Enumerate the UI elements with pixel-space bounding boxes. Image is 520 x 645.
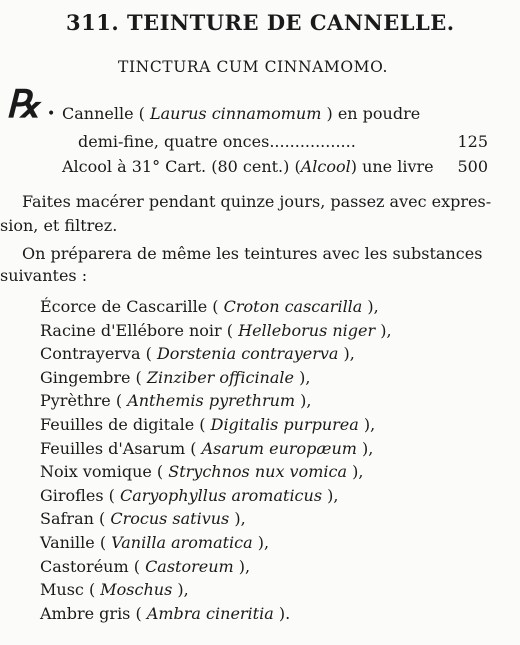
substance-item — [40, 533, 269, 552]
substance-item — [40, 391, 312, 410]
substance-name: Feuilles d'Asarum ( — [40, 438, 202, 458]
substance-latin: Dorstenia contrayerva — [156, 344, 339, 364]
substance-item — [40, 557, 250, 576]
substance-item — [40, 462, 363, 481]
ingredient-latin: Laurus cinnamomum — [149, 104, 322, 123]
substance-end: ), — [347, 462, 364, 482]
alcohol-end: ) une livre — [350, 157, 434, 176]
substance-item — [40, 580, 189, 599]
substance-name: Racine d'Ellébore noir ( — [40, 320, 239, 340]
substance-item — [40, 415, 375, 434]
substance-end: ), — [322, 485, 339, 505]
substance-name: Pyrèthre ( — [40, 391, 128, 411]
substance-latin: Moschus — [100, 580, 173, 600]
substance-name: Écorce de Cascarille ( — [40, 297, 224, 316]
substance-item — [40, 486, 338, 505]
substance-item — [40, 297, 379, 316]
substance-item — [40, 321, 392, 340]
ingredient-end: ) en poudre — [326, 104, 421, 123]
bullet-icon: • — [47, 106, 56, 122]
substance-end: ). — [273, 603, 291, 623]
latin-subtitle: TINCTURA CUM CINNAMOMO. — [118, 58, 389, 76]
alcohol-text: Alcool à 31° Cart. (80 cent.) ( — [62, 157, 301, 176]
substance-item — [40, 439, 373, 458]
substance-end: ), — [356, 438, 374, 458]
instruction-line-4: suivantes : — [0, 266, 88, 285]
substance-end: ), — [358, 415, 376, 434]
substance-latin: Strychnos nux vomica — [168, 462, 348, 482]
instruction-line-3: On préparera de même les teintures avec les substances — [22, 244, 483, 263]
substance-name: Feuilles de digitale ( — [40, 415, 211, 434]
substance-latin: Vanilla aromatica — [111, 533, 253, 552]
instruction-line-2: sion, et filtrez. — [0, 216, 118, 235]
substance-name: Girofles ( — [40, 485, 120, 505]
recipe-line-3 — [62, 157, 434, 176]
substance-item — [40, 604, 290, 623]
substance-name: Safran ( — [40, 509, 111, 529]
instruction-line-1: Faites macérer pendant quinze jours, passez avec expres- — [22, 192, 492, 211]
substance-name: Gingembre ( — [40, 367, 147, 387]
alcohol-latin: Alcool — [300, 157, 351, 176]
substance-name: Musc ( — [40, 580, 101, 600]
substance-item — [40, 368, 310, 387]
substance-name: Castoréum ( — [40, 556, 146, 576]
substance-latin: Castoreum — [145, 556, 234, 576]
substance-latin: Digitalis purpurea — [210, 415, 359, 434]
substance-end: ), — [362, 297, 379, 316]
substance-latin: Crocus sativus — [110, 509, 230, 529]
substance-end: ), — [172, 580, 189, 600]
substance-name: Vanille ( — [40, 533, 112, 552]
substance-name: Contrayerva ( — [40, 344, 157, 364]
substance-end: ), — [295, 391, 312, 411]
substance-end: ), — [233, 556, 251, 576]
recipe-quantity-2: 500 — [457, 157, 488, 176]
substance-item — [40, 509, 246, 528]
substance-item — [40, 344, 355, 363]
recipe-line-1 — [62, 104, 420, 123]
substance-latin: Caryophyllus aromaticus — [119, 485, 323, 505]
substance-latin: Ambra cineritia — [146, 603, 274, 623]
substance-end: ), — [375, 320, 392, 340]
substance-name: Noix vomique ( — [40, 462, 169, 482]
ingredient-name: Cannelle ( — [62, 104, 145, 123]
section-title: 311. TEINTURE DE CANNELLE. — [66, 10, 455, 35]
substance-latin: Croton cascarilla — [223, 297, 363, 316]
substance-latin: Asarum europæum — [201, 438, 357, 458]
substance-end: ), — [293, 367, 311, 387]
recipe-line-2: demi-fine, quatre onces................. — [78, 132, 356, 151]
recipe-quantity-1: 125 — [457, 132, 488, 151]
substance-end: ), — [252, 533, 270, 552]
substance-latin: Anthemis pyrethrum — [127, 391, 296, 411]
substance-end: ), — [338, 344, 355, 364]
substance-end: ), — [229, 509, 246, 529]
recipe-symbol: ℞ — [6, 84, 41, 126]
substance-latin: Helleborus niger — [238, 320, 376, 340]
substance-name: Ambre gris ( — [40, 603, 147, 623]
substance-latin: Zinziber officinale — [146, 367, 294, 387]
